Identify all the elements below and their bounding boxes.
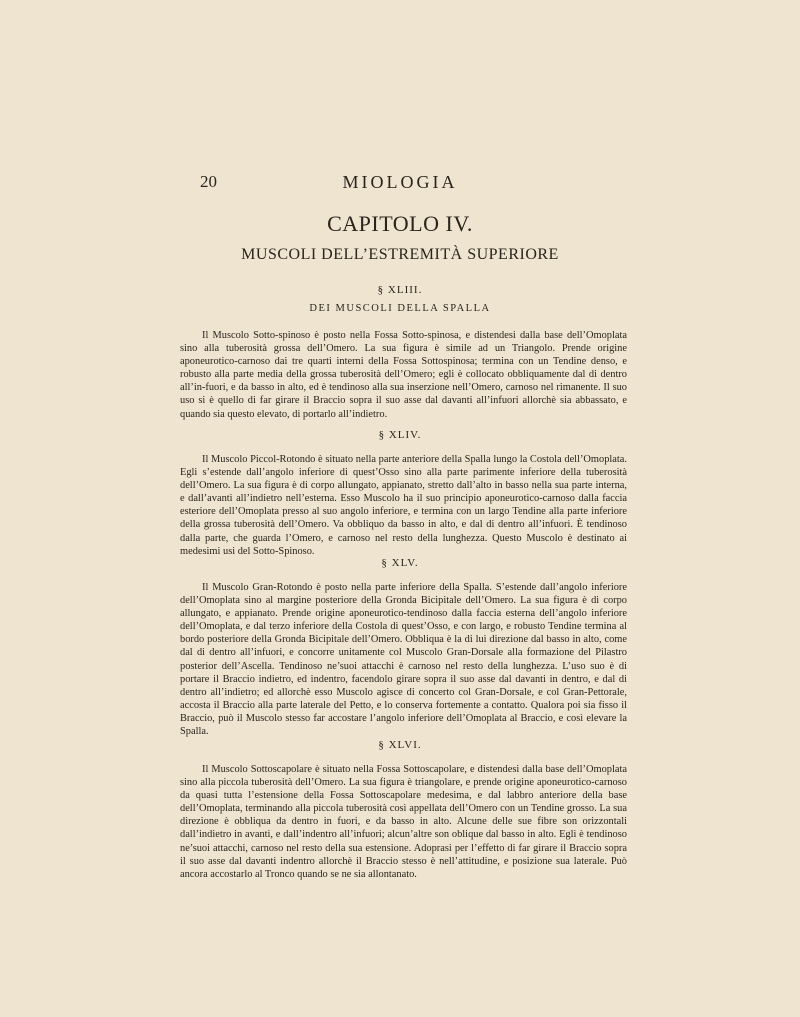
section-mark-xlv: § XLV. — [381, 557, 419, 569]
chapter-subtitle: MUSCOLI DELL’ESTREMITÀ SUPERIORE — [241, 246, 559, 263]
paragraph-xliv: Il Muscolo Piccol-Rotondo è situato nella parte anteriore della Spalla lungo la Costola dell’Omoplata. Egli s’estende dall’angolo inferiore di quest’Osso sino alla parte parimente inferiore della tuberosità dell’Omero. La sua figura è di corpo allungato, appianato, stretto dall’alto in basso nella sua parte interna, e dall’avanti all’indietro nell’esterna. Esso Muscolo ha il suo principio aponeurotico-carnoso dalla faccia esteriore dell’Omoplata presso al suo angolo inferiore, e termina con un largo Tendine alla parte inferiore della grossa tuberosità dell’Omero. Va obbliquo da basso in alto, e dal di dentro all’infuori. È tendinoso dalla parte, che guarda l’Omero, e carnoso nel resto della lunghezza. Questo Muscolo è destinato ai medesimi usi del Sotto-Spinoso. — [180, 454, 627, 557]
chapter-title: CAPITOLO IV. — [327, 211, 473, 236]
section-mark-xliii: § XLIII. — [377, 284, 423, 296]
paragraph-xlv: Il Muscolo Gran-Rotondo è posto nella parte inferiore della Spalla. S’estende dall’angolo inferiore dell’Omoplata sino al margine posteriore della Gronda Bicipitale dell’Omero. La sua figura è di corpo allungato, e appianato. Prende origine aponeurotico-tendinoso dalla faccia esterna dell’angolo inferiore dell’Omoplata, e dal terzo inferiore della Costola di quest’Osso, e con largo, e robusto Tendine termina al bordo posteriore della Gronda Bicipitale dell’Omero. Obbliqua è la di lui direzione dal basso in alto, come dal di dentro all’infuori, e concorre unitamente col Muscolo Gran-Dorsale alla formazione del Pilastro posterior dell’Ascella. Tendinoso ne’suoi attacchi è carnoso nel resto della lunghezza. L’uso suo è di portare il Braccio indietro, ed indentro, facendolo girare sopra il suo asse dal davanti in dentro, e dal di dentro all’indietro; ed allorchè esso Muscolo agisce di concerto col Gran-Dorsale, e col Gran-Pettorale, accosta il Braccio alla parte laterale del Petto, e lo conserva fortemente a contatto. Qualora poi sia fisso il Braccio, può il Muscolo stesso far accostare l’angolo inferiore dell’Omoplata al Braccio, e così elevare la Spalla. — [180, 582, 627, 738]
section-mark-xliv: § XLIV. — [378, 429, 422, 441]
paragraph-xlvi: Il Muscolo Sottoscapolare è situato nella Fossa Sottoscapolare, e distendesi dalla base dell’Omoplata sino alla piccola tuberosità dell’Omero. La sua figura è triangolare, e prende origine aponeurotico-carnoso da quasi tutta l’estensione della Fossa Sottoscapolare medesima, e dal labbro anteriore della base dell’Omoplata, terminando alla piccola tuberosità così appellata dell’Omero con un Tendine grosso. La sua direzione è obbliqua da dentro in fuori, e da basso in alto. Alcune delle sue fibre son orizzontali dall’indietro in avanti, e dall’indentro all’infuori; alcun’altre son oblique dal basso in alto. Egli è tendinoso ne’suoi attacchi, carnoso nel resto della sua estensione. Adoprasi per l’effetto di far girare il Braccio sopra il suo asse dal davanti indentro allorchè il Braccio stesso è nell’attitudine, e posizione sua laterale. Può ancora accostarlo al Tronco quando se ne sia allontanato. — [180, 764, 627, 880]
section-mark-xlvi: § XLVI. — [378, 739, 422, 751]
paragraph-xliii: Il Muscolo Sotto-spinoso è posto nella Fossa Sotto-spinosa, e distendesi dalla base dell’Omoplata sino alla tuberosità grossa dell’Omero. La sua figura è simile ad un Triangolo. Prende origine aponeurotico-carnoso dai tre quarti interni della Fossa Sottospinosa; termina con un Tendine denso, e robusto alla parte media della grossa tuberosità dell’Omero; egli è collocato obbliquamente dal di dentro all’in-fuori, e da basso in alto, ed è tendinoso alla sua inserzione nell’Omero, carnoso nel rimanente. Il suo uso si è quello di far girare il Braccio sopra il suo asse dal davanti all’infuori allorchè sia abbassato, e quando sia questo elevato, di portarlo all’indietro. — [180, 330, 627, 420]
section-title: DEI MUSCOLI DELLA SPALLA — [309, 303, 491, 314]
page-number: 20 — [200, 172, 217, 191]
running-title: MIOLOGIA — [342, 172, 458, 192]
